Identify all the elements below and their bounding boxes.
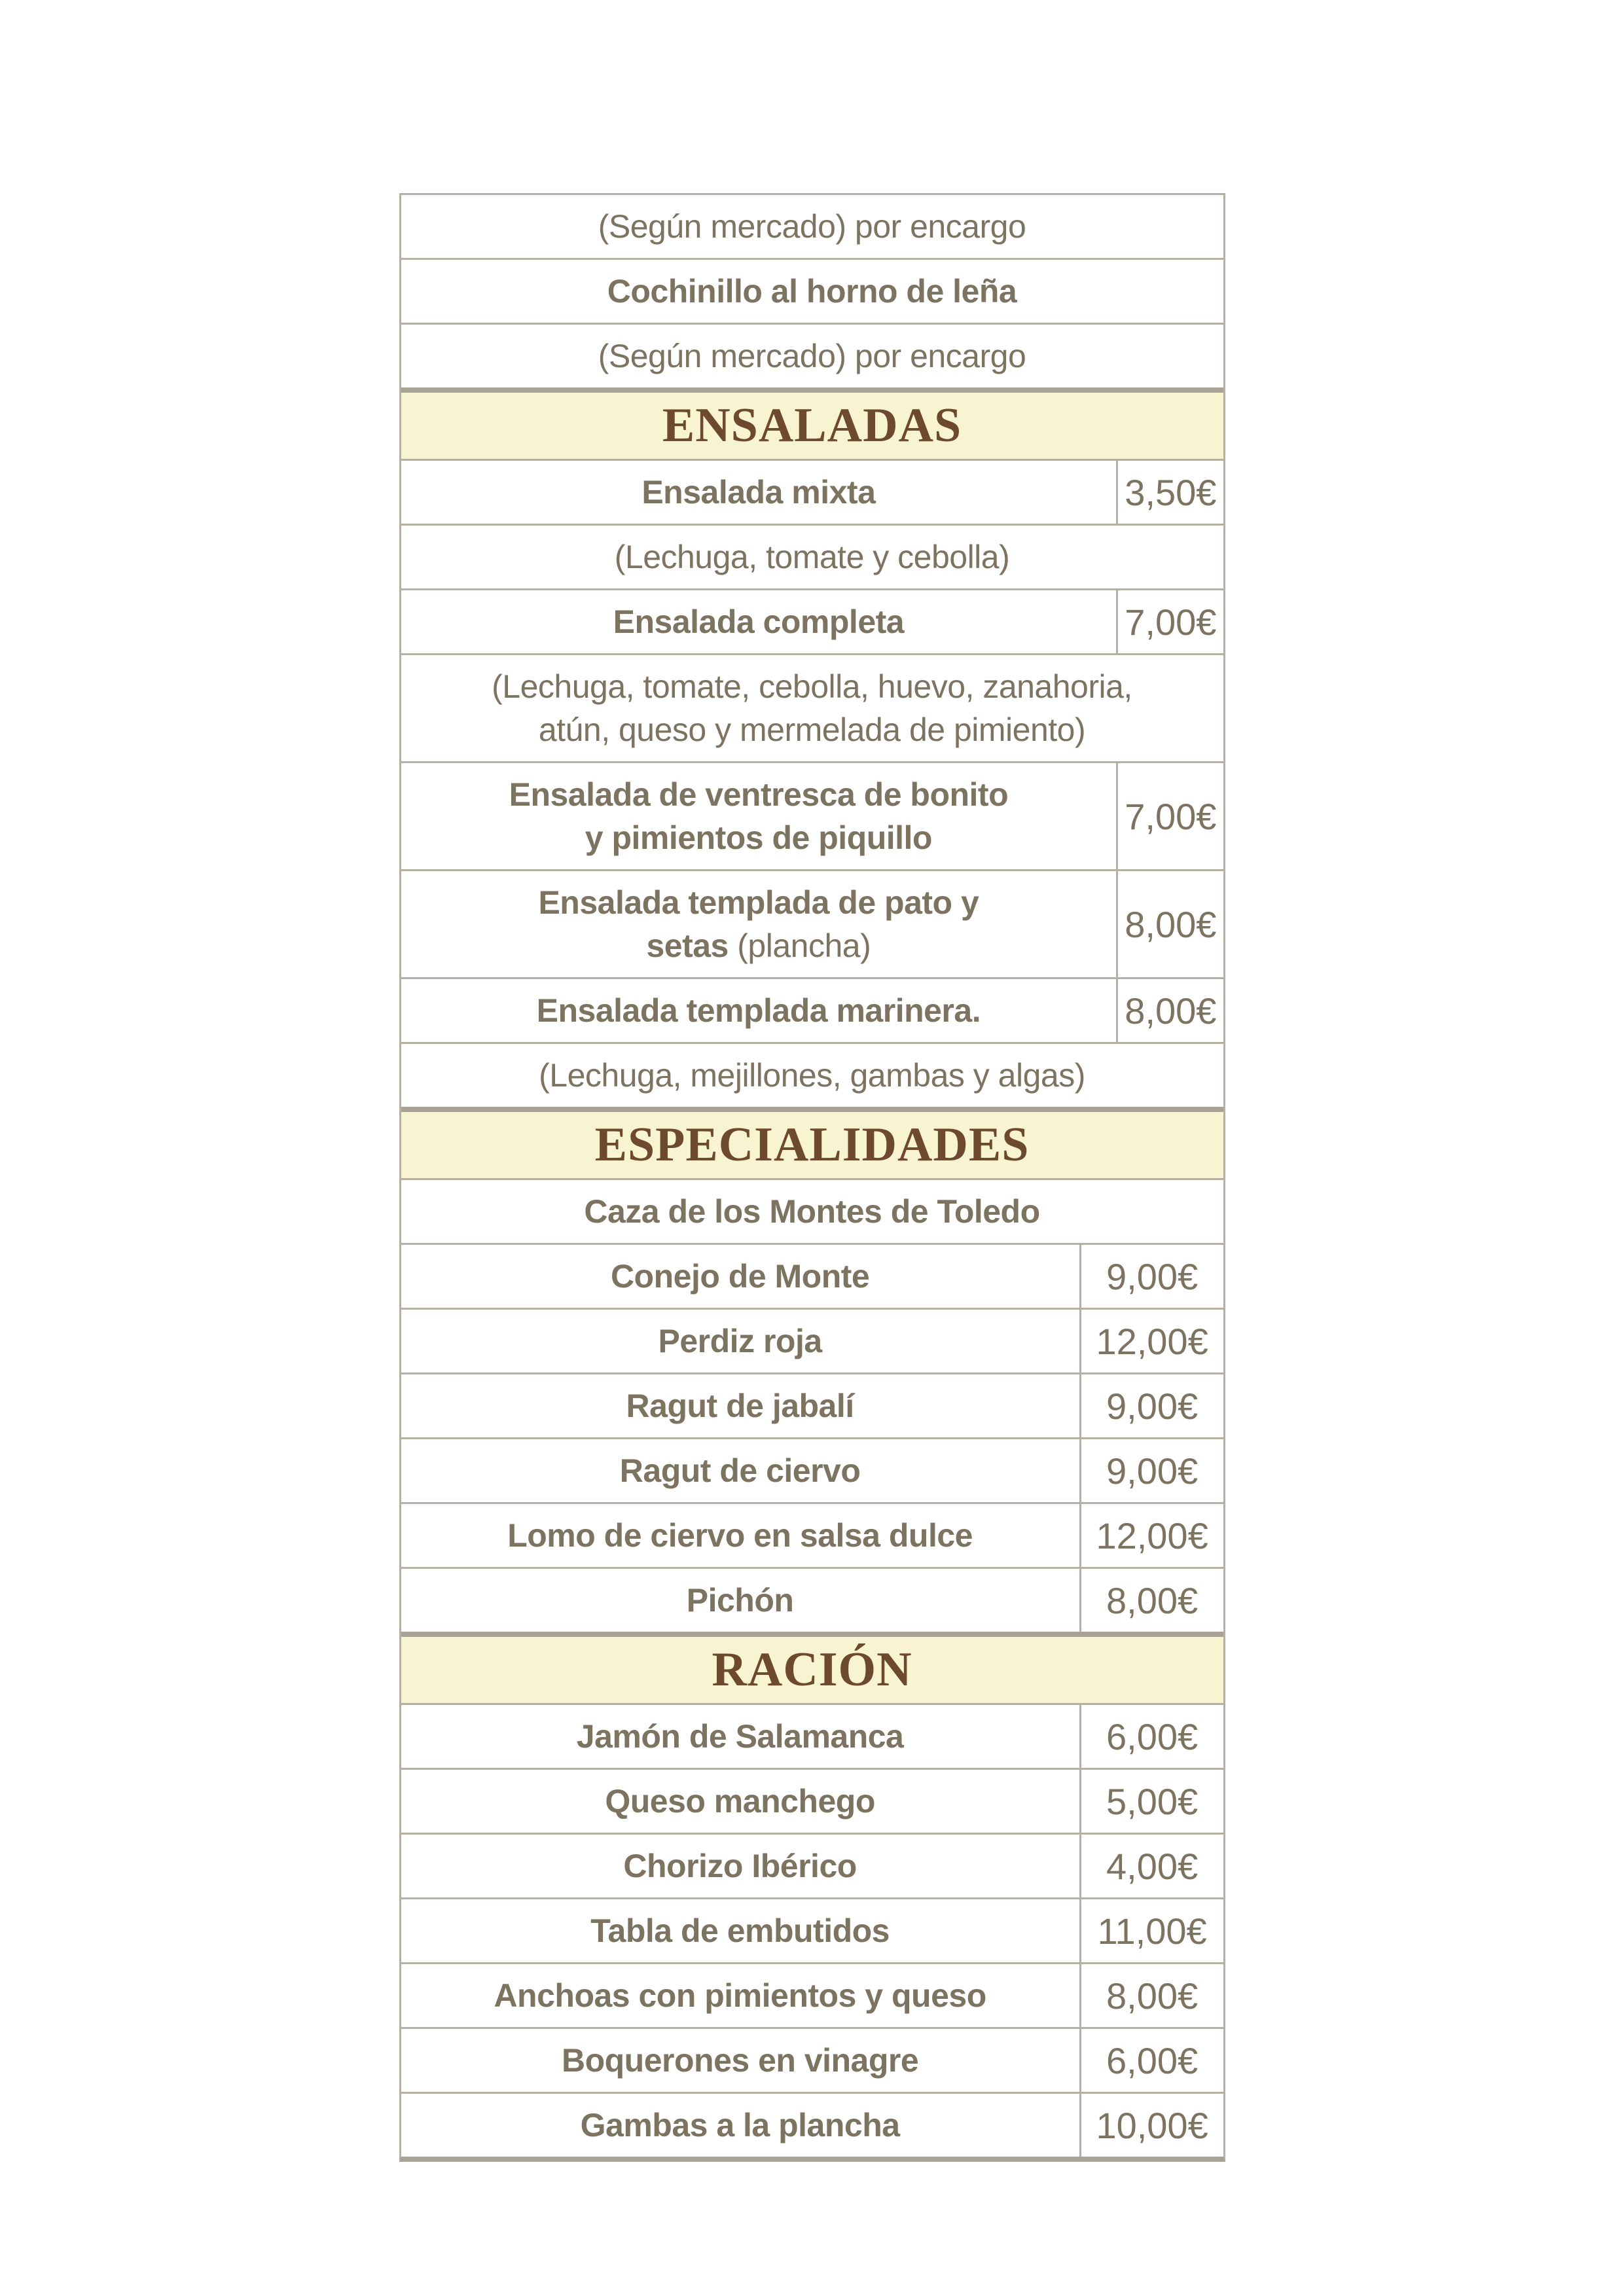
item-price: 8,00€: [1079, 1964, 1223, 2027]
item-price: 12,00€: [1079, 1310, 1223, 1372]
item-name-line: [620, 1449, 861, 1492]
item-name-line: [577, 1715, 904, 1758]
item-name-line: [623, 1844, 856, 1888]
menu-item-row: [401, 1243, 1223, 1308]
item-name: [401, 1374, 1079, 1437]
item-name: [401, 2029, 1079, 2092]
item-name-line: [611, 1255, 869, 1298]
section-header-row: [401, 1107, 1223, 1178]
item-name: [401, 2094, 1079, 2157]
menu-item-row: [401, 869, 1223, 977]
item-name-line: [646, 924, 871, 967]
item-name-segment: Perdiz roja: [658, 1323, 822, 1359]
text-line: [607, 270, 1017, 313]
item-price: 3,50€: [1116, 461, 1223, 524]
item-name: [401, 979, 1117, 1042]
note-text: [401, 325, 1223, 387]
section-title: ESPECIALIDADES: [594, 1118, 1030, 1172]
item-name: [401, 1569, 1079, 1632]
item-price: 4,00€: [1079, 1835, 1223, 1897]
note-text: [401, 655, 1223, 761]
item-price: 9,00€: [1079, 1374, 1223, 1437]
item-name-line: [509, 773, 1009, 816]
item-name-segment: setas: [646, 927, 738, 964]
item-price: 11,00€: [1079, 1899, 1223, 1962]
note-row: [401, 524, 1223, 588]
item-name-line: [590, 1909, 890, 1952]
note-row: [401, 195, 1223, 258]
text-segment: (Según mercado) por encargo: [598, 338, 1026, 374]
menu-item-row: [401, 2027, 1223, 2092]
item-name-line: [562, 2039, 918, 2082]
note-text: [401, 195, 1223, 258]
item-price: 6,00€: [1079, 1705, 1223, 1768]
item-name-segment: Ensalada completa: [613, 603, 905, 640]
dish-name: [401, 260, 1223, 323]
item-price: 7,00€: [1116, 590, 1223, 653]
item-name-segment: Ensalada de ventresca de bonito: [509, 776, 1009, 813]
text-line: [598, 205, 1026, 248]
item-name: [401, 1504, 1079, 1567]
menu-item-row: [401, 761, 1223, 869]
item-name-line: [581, 2104, 900, 2147]
text-line: [492, 665, 1132, 708]
item-price: 9,00€: [1079, 1245, 1223, 1308]
note-row: [401, 1042, 1223, 1107]
menu-item-row: [401, 1962, 1223, 2027]
item-name-segment: Jamón de Salamanca: [576, 1718, 904, 1755]
item-name-segment: Tabla de embutidos: [590, 1912, 890, 1949]
dish-name: [401, 1180, 1223, 1243]
item-name-line: [626, 1384, 854, 1427]
menu-item-row: [401, 1502, 1223, 1567]
item-price: 7,00€: [1116, 763, 1223, 869]
section-title: RACIÓN: [712, 1643, 912, 1696]
item-name-segment: Ragut de ciervo: [619, 1452, 861, 1489]
text-line: [539, 1054, 1085, 1097]
item-name: [401, 871, 1117, 977]
note-text: [401, 1044, 1223, 1107]
item-price: 5,00€: [1079, 1770, 1223, 1833]
item-name-line: [659, 1319, 822, 1363]
text-segment: Cochinillo al horno de leña: [607, 273, 1017, 310]
item-name-segment: Ensalada mixta: [641, 474, 876, 511]
item-name-segment: Lomo de ciervo en salsa dulce: [507, 1517, 973, 1554]
item-price: 8,00€: [1079, 1569, 1223, 1632]
item-name-segment: Gambas a la plancha: [580, 2107, 900, 2144]
note-row: [401, 653, 1223, 761]
item-name-segment: Ensalada templada de pato y: [538, 884, 979, 921]
menu-item-row: [401, 1897, 1223, 1962]
item-name-segment: (plancha): [737, 927, 871, 964]
dish-name-row: [401, 1178, 1223, 1243]
menu-item-row: [401, 459, 1223, 524]
item-name-line: [494, 1974, 986, 2017]
text-segment: (Lechuga, mejillones, gambas y algas): [539, 1057, 1085, 1094]
text-line: [615, 535, 1010, 579]
item-name-line: [641, 471, 875, 514]
item-name-line: [537, 989, 981, 1032]
text-segment: (Según mercado) por encargo: [598, 208, 1026, 245]
section-header-row: [401, 387, 1223, 459]
section-header-row: [401, 1632, 1223, 1703]
item-name-segment: Ensalada templada marinera.: [536, 992, 981, 1029]
section-header-cell: [401, 1112, 1223, 1178]
item-price: 8,00€: [1116, 979, 1223, 1042]
item-name: [401, 461, 1117, 524]
item-name: [401, 1245, 1079, 1308]
menu-item-row: [401, 1833, 1223, 1897]
text-line: [539, 708, 1085, 751]
item-name-segment: Conejo de Monte: [610, 1258, 870, 1295]
menu-item-row: [401, 1703, 1223, 1768]
item-name-segment: Anchoas con pimientos y queso: [494, 1977, 986, 2014]
item-name-line: [605, 1780, 875, 1823]
menu-item-row: [401, 1567, 1223, 1632]
item-price: 6,00€: [1079, 2029, 1223, 2092]
note-row: [401, 323, 1223, 387]
text-segment: atún, queso y mermelada de pimiento): [538, 711, 1086, 748]
item-name-line: [687, 1579, 794, 1622]
item-name: [401, 1964, 1079, 2027]
item-name-segment: Pichón: [686, 1582, 794, 1619]
section-header-cell: [401, 393, 1223, 459]
item-name-line: [538, 881, 979, 924]
item-name-segment: y pimientos de piquillo: [585, 819, 932, 856]
item-name-segment: Boquerones en vinagre: [561, 2042, 919, 2079]
menu-item-row: [401, 1372, 1223, 1437]
item-name: [401, 1899, 1079, 1962]
item-price: 12,00€: [1079, 1504, 1223, 1567]
section-title: ENSALADAS: [662, 399, 962, 452]
section-header-cell: [401, 1637, 1223, 1703]
text-segment: (Lechuga, tomate y cebolla): [614, 539, 1010, 575]
item-name-segment: Queso manchego: [605, 1783, 875, 1820]
menu-item-row: [401, 1768, 1223, 1833]
menu-item-row: [401, 1308, 1223, 1372]
item-name-line: [585, 816, 932, 859]
text-segment: (Lechuga, tomate, cebolla, huevo, zanahoria,: [492, 668, 1132, 705]
item-price: 10,00€: [1079, 2094, 1223, 2157]
item-name: [401, 590, 1117, 653]
note-text: [401, 526, 1223, 588]
text-segment: Caza de los Montes de Toledo: [584, 1193, 1040, 1230]
menu-item-row: [401, 977, 1223, 1042]
dish-name-row: [401, 258, 1223, 323]
text-line: [584, 1190, 1039, 1233]
item-name: [401, 1705, 1079, 1768]
text-line: [598, 334, 1026, 378]
item-name-line: [507, 1514, 973, 1557]
item-price: 8,00€: [1116, 871, 1223, 977]
menu-item-row: [401, 2092, 1223, 2157]
item-name: [401, 1835, 1079, 1897]
item-name: [401, 1770, 1079, 1833]
item-name-segment: Chorizo Ibérico: [623, 1848, 857, 1884]
item-name: [401, 1310, 1079, 1372]
menu-item-row: [401, 588, 1223, 653]
item-name: [401, 1439, 1079, 1502]
item-name-line: [613, 600, 904, 643]
item-name: [401, 763, 1117, 869]
item-name-segment: Ragut de jabalí: [626, 1388, 854, 1424]
item-price: 9,00€: [1079, 1439, 1223, 1502]
menu-table: [399, 193, 1225, 2162]
menu-item-row: [401, 1437, 1223, 1502]
